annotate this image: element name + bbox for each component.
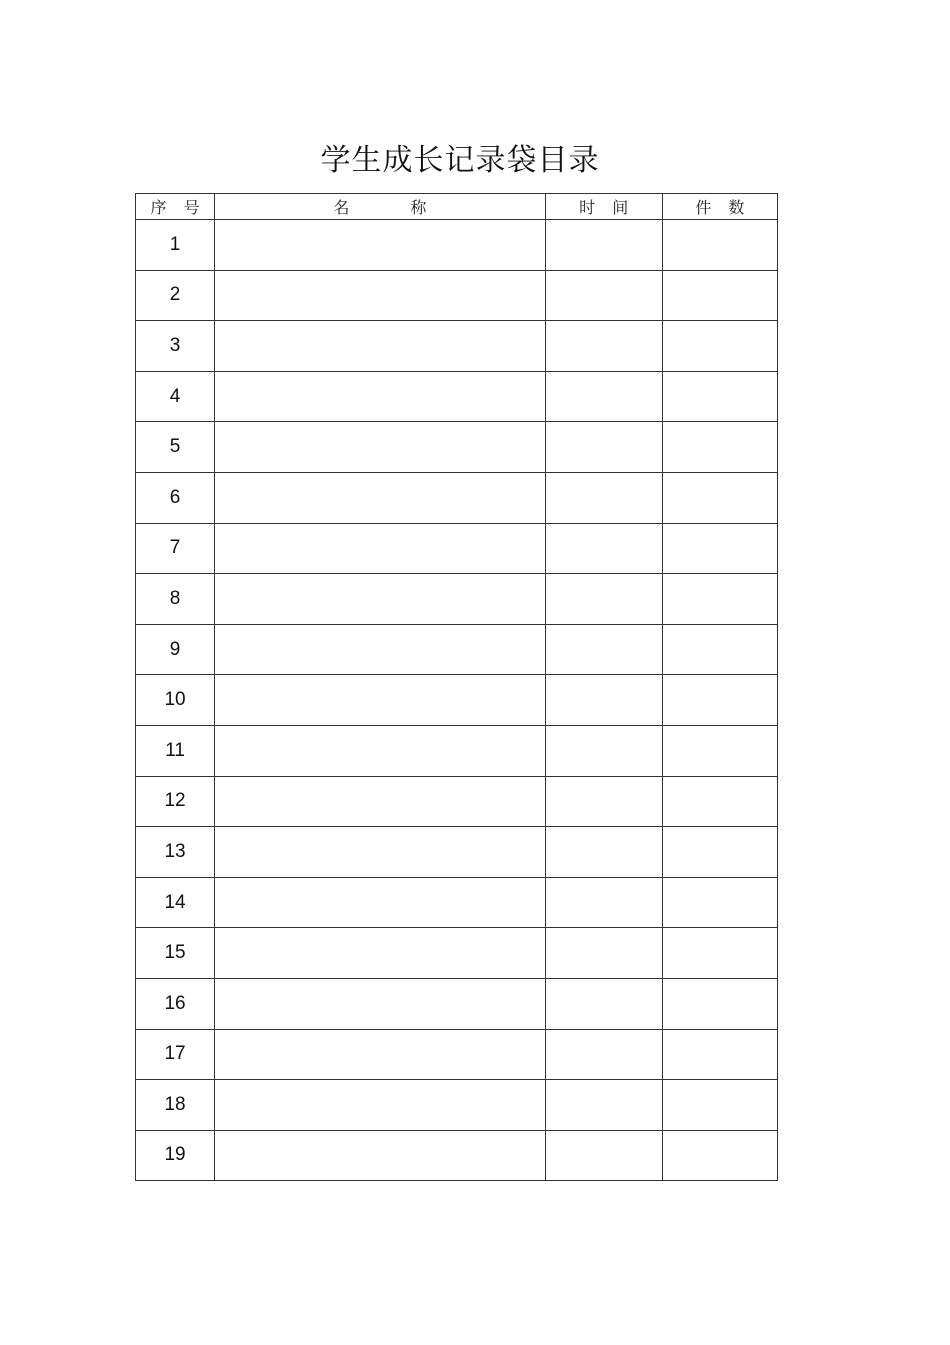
count-cell [662, 270, 777, 321]
count-cell [662, 1130, 777, 1181]
count-cell [662, 877, 777, 928]
name-cell [215, 877, 546, 928]
count-cell [662, 1080, 777, 1131]
time-cell [545, 270, 662, 321]
time-cell [545, 220, 662, 271]
table-row [136, 827, 778, 878]
count-cell [662, 978, 777, 1029]
count-cell [662, 725, 777, 776]
row-number-cell: 10 [136, 675, 215, 726]
row-number-cell: 2 [136, 270, 215, 321]
name-cell [215, 574, 546, 625]
count-cell [662, 675, 777, 726]
table-row [136, 523, 778, 574]
count-cell [662, 321, 777, 372]
row-number-cell: 3 [136, 321, 215, 372]
table-row [136, 472, 778, 523]
time-cell [545, 928, 662, 979]
table-header-row [136, 194, 778, 220]
name-cell [215, 827, 546, 878]
column-header-name: 名 称 [215, 194, 546, 220]
name-cell [215, 422, 546, 473]
name-cell [215, 624, 546, 675]
row-number-cell: 7 [136, 523, 215, 574]
table-row [136, 371, 778, 422]
table-row [136, 624, 778, 675]
count-cell [662, 827, 777, 878]
time-cell [545, 978, 662, 1029]
count-cell [662, 422, 777, 473]
count-cell [662, 574, 777, 625]
row-number-cell: 12 [136, 776, 215, 827]
time-cell [545, 523, 662, 574]
name-cell [215, 675, 546, 726]
name-cell [215, 270, 546, 321]
name-cell [215, 725, 546, 776]
time-cell [545, 675, 662, 726]
column-header-no: 序 号 [136, 194, 215, 220]
time-cell [545, 574, 662, 625]
row-number-cell: 13 [136, 827, 215, 878]
count-cell [662, 371, 777, 422]
table-row [136, 1080, 778, 1131]
row-number-cell: 18 [136, 1080, 215, 1131]
row-number-cell: 11 [136, 725, 215, 776]
time-cell [545, 422, 662, 473]
table-row [136, 220, 778, 271]
name-cell [215, 776, 546, 827]
count-cell [662, 472, 777, 523]
time-cell [545, 776, 662, 827]
row-number-cell: 6 [136, 472, 215, 523]
time-cell [545, 1029, 662, 1080]
count-cell [662, 624, 777, 675]
row-number-cell: 16 [136, 978, 215, 1029]
name-cell [215, 472, 546, 523]
row-number-cell: 17 [136, 1029, 215, 1080]
row-number-cell: 1 [136, 220, 215, 271]
name-cell [215, 928, 546, 979]
time-cell [545, 321, 662, 372]
name-cell [215, 371, 546, 422]
row-number-cell: 14 [136, 877, 215, 928]
time-cell [545, 827, 662, 878]
name-cell [215, 321, 546, 372]
name-cell [215, 1029, 546, 1080]
table-row [136, 978, 778, 1029]
table-row [136, 725, 778, 776]
column-header-time: 时 间 [545, 194, 662, 220]
time-cell [545, 472, 662, 523]
table-row [136, 776, 778, 827]
name-cell [215, 523, 546, 574]
table-row [136, 1130, 778, 1181]
table-row [136, 928, 778, 979]
count-cell [662, 1029, 777, 1080]
time-cell [545, 725, 662, 776]
row-number-cell: 15 [136, 928, 215, 979]
page-title: 学生成长记录袋目录 [320, 143, 600, 178]
count-cell [662, 220, 777, 271]
table-row [136, 574, 778, 625]
count-cell [662, 928, 777, 979]
time-cell [545, 1080, 662, 1131]
row-number-cell: 9 [136, 624, 215, 675]
column-header-count: 件 数 [662, 194, 777, 220]
table-body [136, 220, 778, 1181]
time-cell [545, 371, 662, 422]
name-cell [215, 978, 546, 1029]
table-row [136, 321, 778, 372]
table-row [136, 675, 778, 726]
catalog-table [135, 193, 778, 1181]
row-number-cell: 19 [136, 1130, 215, 1181]
row-number-cell: 5 [136, 422, 215, 473]
time-cell [545, 877, 662, 928]
table-row [136, 422, 778, 473]
name-cell [215, 220, 546, 271]
table-row [136, 270, 778, 321]
table-row [136, 877, 778, 928]
table-row [136, 1029, 778, 1080]
name-cell [215, 1130, 546, 1181]
time-cell [545, 624, 662, 675]
row-number-cell: 8 [136, 574, 215, 625]
time-cell [545, 1130, 662, 1181]
name-cell [215, 1080, 546, 1131]
count-cell [662, 776, 777, 827]
count-cell [662, 523, 777, 574]
row-number-cell: 4 [136, 371, 215, 422]
